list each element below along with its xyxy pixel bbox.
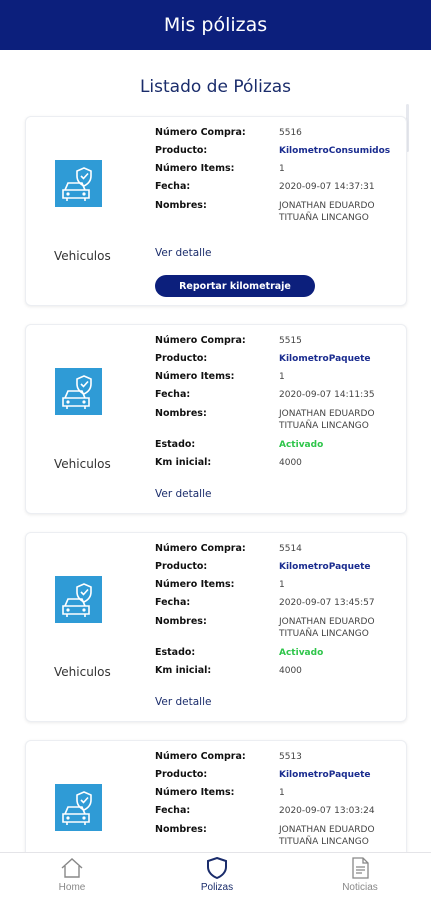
vehicle-insurance-icon (55, 160, 102, 207)
items-count-value: 1 (279, 164, 285, 174)
product-label: Producto: (155, 145, 208, 156)
purchase-number-label: Número Compra: (155, 127, 246, 138)
names-label: Nombres: (155, 408, 207, 419)
names-value: JONATHAN EDUARDO TITUAÑA LINCANGO (279, 825, 375, 847)
items-count-label: Número Items: (155, 371, 235, 382)
items-count-value: 1 (279, 580, 285, 590)
shield-icon (205, 857, 229, 879)
policy-list-view[interactable] (0, 50, 431, 852)
initial-km-row (155, 665, 405, 683)
date-row (155, 389, 405, 407)
view-detail-link[interactable]: Ver detalle (155, 488, 212, 500)
product-row (155, 145, 405, 163)
purchase-number-label: Número Compra: (155, 751, 246, 762)
status-label: Estado: (155, 647, 196, 658)
view-detail-link[interactable]: Ver detalle (155, 247, 212, 259)
policy-category: Vehiculos (54, 665, 111, 679)
date-value: 2020-09-07 14:11:35 (279, 390, 375, 400)
news-icon (348, 857, 372, 879)
product-value: KilometroPaquete (279, 562, 371, 572)
status-value: Activado (279, 648, 324, 658)
policy-card[interactable] (25, 116, 407, 306)
view-detail-link[interactable]: Ver detalle (155, 696, 212, 708)
status-row (155, 647, 405, 665)
purchase-number-value: 5513 (279, 752, 302, 762)
product-row (155, 561, 405, 579)
date-value: 2020-09-07 13:03:24 (279, 806, 375, 816)
product-label: Producto: (155, 561, 208, 572)
date-value: 2020-09-07 13:45:57 (279, 598, 375, 608)
date-row (155, 805, 405, 823)
nav-noticias[interactable] (320, 857, 400, 893)
nav-polizas[interactable] (177, 857, 257, 893)
purchase-number-row (155, 751, 405, 769)
product-value: KilometroConsumidos (279, 146, 391, 156)
names-row (155, 616, 405, 644)
purchase-number-row (155, 335, 405, 353)
items-count-row (155, 579, 405, 597)
vehicle-insurance-icon (55, 576, 102, 623)
product-label: Producto: (155, 353, 208, 364)
purchase-number-value: 5515 (279, 336, 302, 346)
product-value: KilometroPaquete (279, 354, 371, 364)
items-count-value: 1 (279, 372, 285, 382)
policy-card[interactable] (25, 532, 407, 722)
date-label: Fecha: (155, 389, 191, 400)
names-row (155, 824, 405, 852)
nav-home[interactable] (32, 857, 112, 893)
page-title: Mis pólizas (163, 14, 268, 36)
bottom-navigation (0, 852, 431, 900)
list-title: Listado de Pólizas (139, 77, 292, 97)
report-mileage-button[interactable]: Reportar kilometraje (155, 275, 315, 297)
items-count-row (155, 371, 405, 389)
vehicle-insurance-icon (55, 368, 102, 415)
product-value: KilometroPaquete (279, 770, 371, 780)
date-label: Fecha: (155, 597, 191, 608)
purchase-number-value: 5516 (279, 128, 302, 138)
initial-km-value: 4000 (279, 666, 302, 676)
items-count-label: Número Items: (155, 579, 235, 590)
items-count-value: 1 (279, 788, 285, 798)
names-value: JONATHAN EDUARDO TITUAÑA LINCANGO (279, 201, 375, 223)
items-count-row (155, 163, 405, 181)
purchase-number-row (155, 127, 405, 145)
initial-km-label: Km inicial: (155, 665, 212, 676)
purchase-number-value: 5514 (279, 544, 302, 554)
names-value: JONATHAN EDUARDO TITUAÑA LINCANGO (279, 409, 375, 431)
nav-polizas-label: Polizas (200, 882, 234, 893)
names-label: Nombres: (155, 616, 207, 627)
names-label: Nombres: (155, 200, 207, 211)
policy-category: Vehiculos (54, 249, 111, 263)
nav-home-label: Home (58, 882, 86, 893)
names-label: Nombres: (155, 824, 207, 835)
purchase-number-label: Número Compra: (155, 335, 246, 346)
date-label: Fecha: (155, 805, 191, 816)
items-count-label: Número Items: (155, 787, 235, 798)
product-row (155, 769, 405, 787)
date-value: 2020-09-07 14:37:31 (279, 182, 375, 192)
date-label: Fecha: (155, 181, 191, 192)
names-row (155, 200, 405, 228)
purchase-number-label: Número Compra: (155, 543, 246, 554)
policy-card[interactable] (25, 740, 407, 852)
app-header (0, 0, 431, 50)
date-row (155, 597, 405, 615)
home-icon (60, 857, 84, 879)
product-row (155, 353, 405, 371)
policy-card[interactable] (25, 324, 407, 514)
items-count-label: Número Items: (155, 163, 235, 174)
items-count-row (155, 787, 405, 805)
initial-km-label: Km inicial: (155, 457, 212, 468)
names-value: JONATHAN EDUARDO TITUAÑA LINCANGO (279, 617, 375, 639)
policy-category: Vehiculos (54, 457, 111, 471)
names-row (155, 408, 405, 436)
product-label: Producto: (155, 769, 208, 780)
status-value: Activado (279, 440, 324, 450)
initial-km-value: 4000 (279, 458, 302, 468)
vehicle-insurance-icon (55, 784, 102, 831)
status-row (155, 439, 405, 457)
nav-noticias-label: Noticias (342, 882, 378, 893)
purchase-number-row (155, 543, 405, 561)
status-label: Estado: (155, 439, 196, 450)
date-row (155, 181, 405, 199)
initial-km-row (155, 457, 405, 475)
